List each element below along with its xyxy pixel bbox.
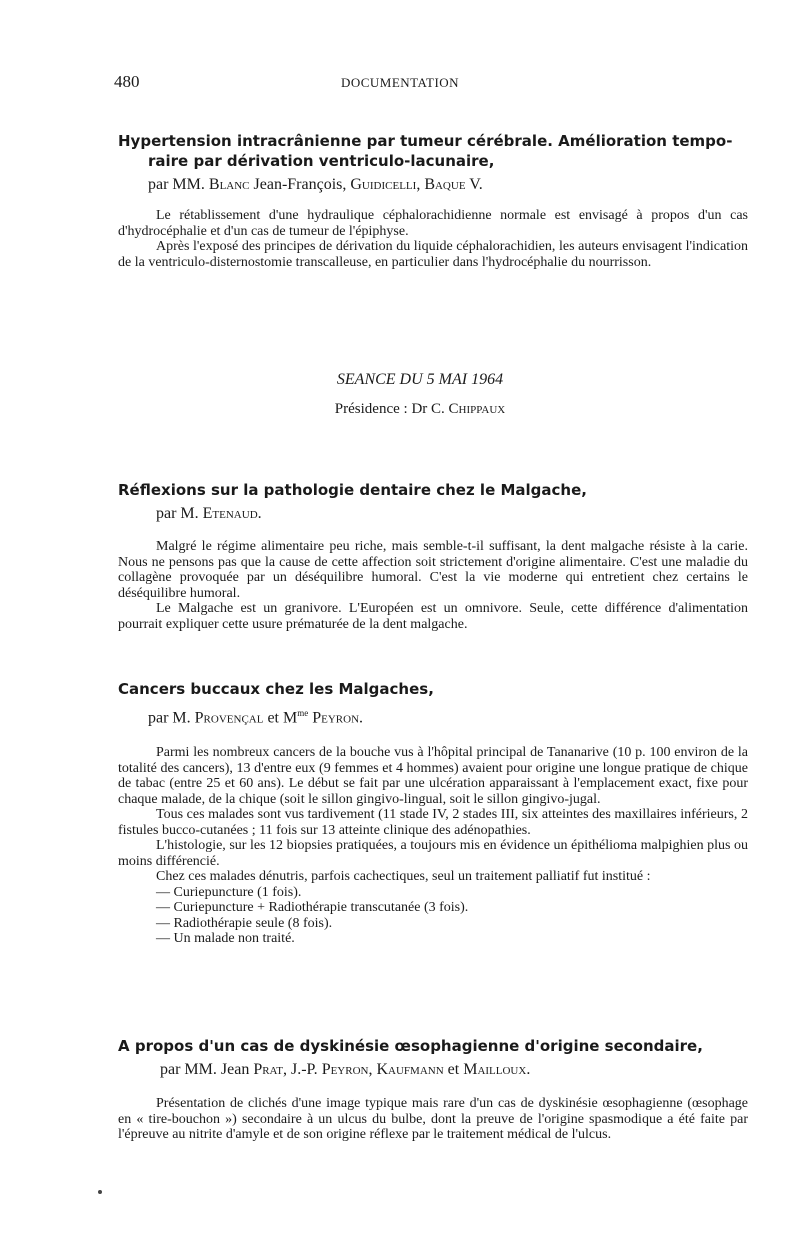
author-rest: Jean-François, <box>249 176 351 193</box>
author-name: Mailloux <box>463 1061 527 1078</box>
author-name: Blanc <box>208 176 250 193</box>
paragraph: Présentation de clichés d'une image typique mais rare d'un cas de dyskinésie œsophagienne (œsophage en « tire-bouchon ») secondaire à un ulcus du bulbe, dont la preuve de l'origine spasmodique a été faite par l'épreuve au nitrite d'amyle et de son origine réflexe par le traitement médical de l'ulcus. <box>118 1096 748 1142</box>
author-name: Baque <box>424 176 466 193</box>
article-hypertension <box>118 131 748 270</box>
author-suffix: . <box>257 505 262 522</box>
author-rest: , <box>416 176 425 193</box>
paragraph: Chez ces malades dénutris, parfois cachectiques, seul un traitement palliatif fut institué : <box>156 869 651 885</box>
paragraph: Le rétablissement d'une hydraulique céphalorachidienne normale est envisagé à propos d'un cas d'hydrocéphalie et d'un cas de tumeur de l'épiphyse. <box>118 208 748 239</box>
byline <box>148 175 748 195</box>
byline <box>160 1060 748 1080</box>
list-item: — Curiepuncture + Radiothérapie transcutanée (3 fois). <box>156 900 469 916</box>
article-body <box>118 1096 748 1143</box>
list-item: — Un malade non traité. <box>156 931 295 947</box>
author-rest: , <box>368 1061 377 1078</box>
article-title: A propos d'un cas de dyskinésie œsophagienne d'origine secondaire, <box>118 1037 703 1055</box>
author-name: Provençal <box>194 709 264 727</box>
president-name: Chippaux <box>448 401 506 417</box>
by-prefix: par MM. <box>148 176 205 193</box>
byline <box>156 504 748 524</box>
presidence-prefix: Présidence : Dr C. <box>334 401 445 417</box>
article-title: Réflexions sur la pathologie dentaire chez le Malgache, <box>118 481 587 499</box>
article-title: Cancers buccaux chez les Malgaches, <box>118 680 434 698</box>
author-rest: , J.-P. <box>283 1061 322 1078</box>
author-name: Prat <box>253 1061 283 1078</box>
by-prefix: par M. <box>156 505 199 522</box>
author-joiner: et M <box>263 709 298 727</box>
author-name: Kaufmann <box>376 1061 444 1078</box>
list-item: — Radiothérapie seule (8 fois). <box>156 915 333 931</box>
paragraph: Parmi les nombreux cancers de la bouche vus à l'hôpital principal de Tananarive (10 p. 100 environ de la totalité des cancers), 13 d'entre eux (9 femmes et 4 hommes) avaient pour origine une longue pratique de chique de tabac (entre 25 et 60 ans). Le début se fait par une ulcération apparaissant à l'emplacement exact, fixe pour chaque malade, de la chique (soit le sillon gingivo-lingual, soit le sillon gingivo-jugal. <box>118 745 748 807</box>
author-suffix: . <box>359 709 364 727</box>
author-name: Peyron <box>321 1061 369 1078</box>
author-name: Etenaud <box>202 505 258 522</box>
list-item: — Curiepuncture (1 fois). <box>156 884 302 900</box>
page-number: 480 <box>114 72 140 91</box>
ink-speck <box>98 1190 102 1194</box>
paragraph: Le Malgache est un granivore. L'Européen est un omnivore. Seule, cette différence d'alimentation pourrait expliquer cette usure prématurée de la dent malgache. <box>118 601 748 632</box>
byline <box>148 703 748 728</box>
presidence-line <box>0 401 800 418</box>
paragraph: Après l'exposé des principes de dérivation du liquide céphalorachidien, les auteurs envisagent l'indication de la ventriculo-disternostomie transcalleuse, en particulier dans l'hydrocéphalie du nourrisson. <box>118 239 748 270</box>
paragraph: Malgré le régime alimentaire peu riche, mais semble-t-il suffisant, la dent malgache résiste à la carie. Nous ne pensons pas que la cause de cette affection soit strictement d'origine alimentaire. C'est une maladie du collagène provoquée par un déséquilibre humoral. C'est la vie moderne qui entretient chez certains le déséquilibre humoral. <box>118 539 748 601</box>
author-rest: . <box>526 1061 531 1078</box>
session-heading: SEANCE DU 5 MAI 1964 <box>336 371 504 388</box>
article-title <box>118 131 748 171</box>
article-dyskinesie <box>118 1036 748 1143</box>
article-dentaire <box>118 480 748 632</box>
running-head: DOCUMENTATION <box>340 75 460 90</box>
author-rest: V. <box>465 176 483 193</box>
title-line-1: Hypertension intracrânienne par tumeur cérébrale. Amélioration tempo- <box>118 132 733 150</box>
paragraph: Tous ces malades sont vus tardivement (11 stade IV, 2 stades III, six atteintes des maxillaires inférieurs, 2 fistules bucco-cutanées ; 11 fois sur 13 atteinte clinique des adénopathies. <box>118 807 748 838</box>
by-prefix: par MM. Jean <box>160 1061 250 1078</box>
article-body <box>118 208 748 270</box>
author-rest: et <box>443 1061 464 1078</box>
by-prefix: par M. <box>148 709 191 727</box>
article-body <box>118 539 748 632</box>
author-name: Guidicelli <box>350 176 417 193</box>
article-cancers <box>118 679 748 947</box>
title-line-2: raire par dérivation ventriculo-lacunaire, <box>148 152 495 170</box>
paragraph: L'histologie, sur les 12 biopsies pratiquées, a toujours mis en évidence un épithélioma malpighien plus ou moins différencié. <box>118 838 748 869</box>
article-body <box>118 745 748 947</box>
title-superscript: me <box>297 708 309 718</box>
author-name: Peyron <box>312 709 360 727</box>
